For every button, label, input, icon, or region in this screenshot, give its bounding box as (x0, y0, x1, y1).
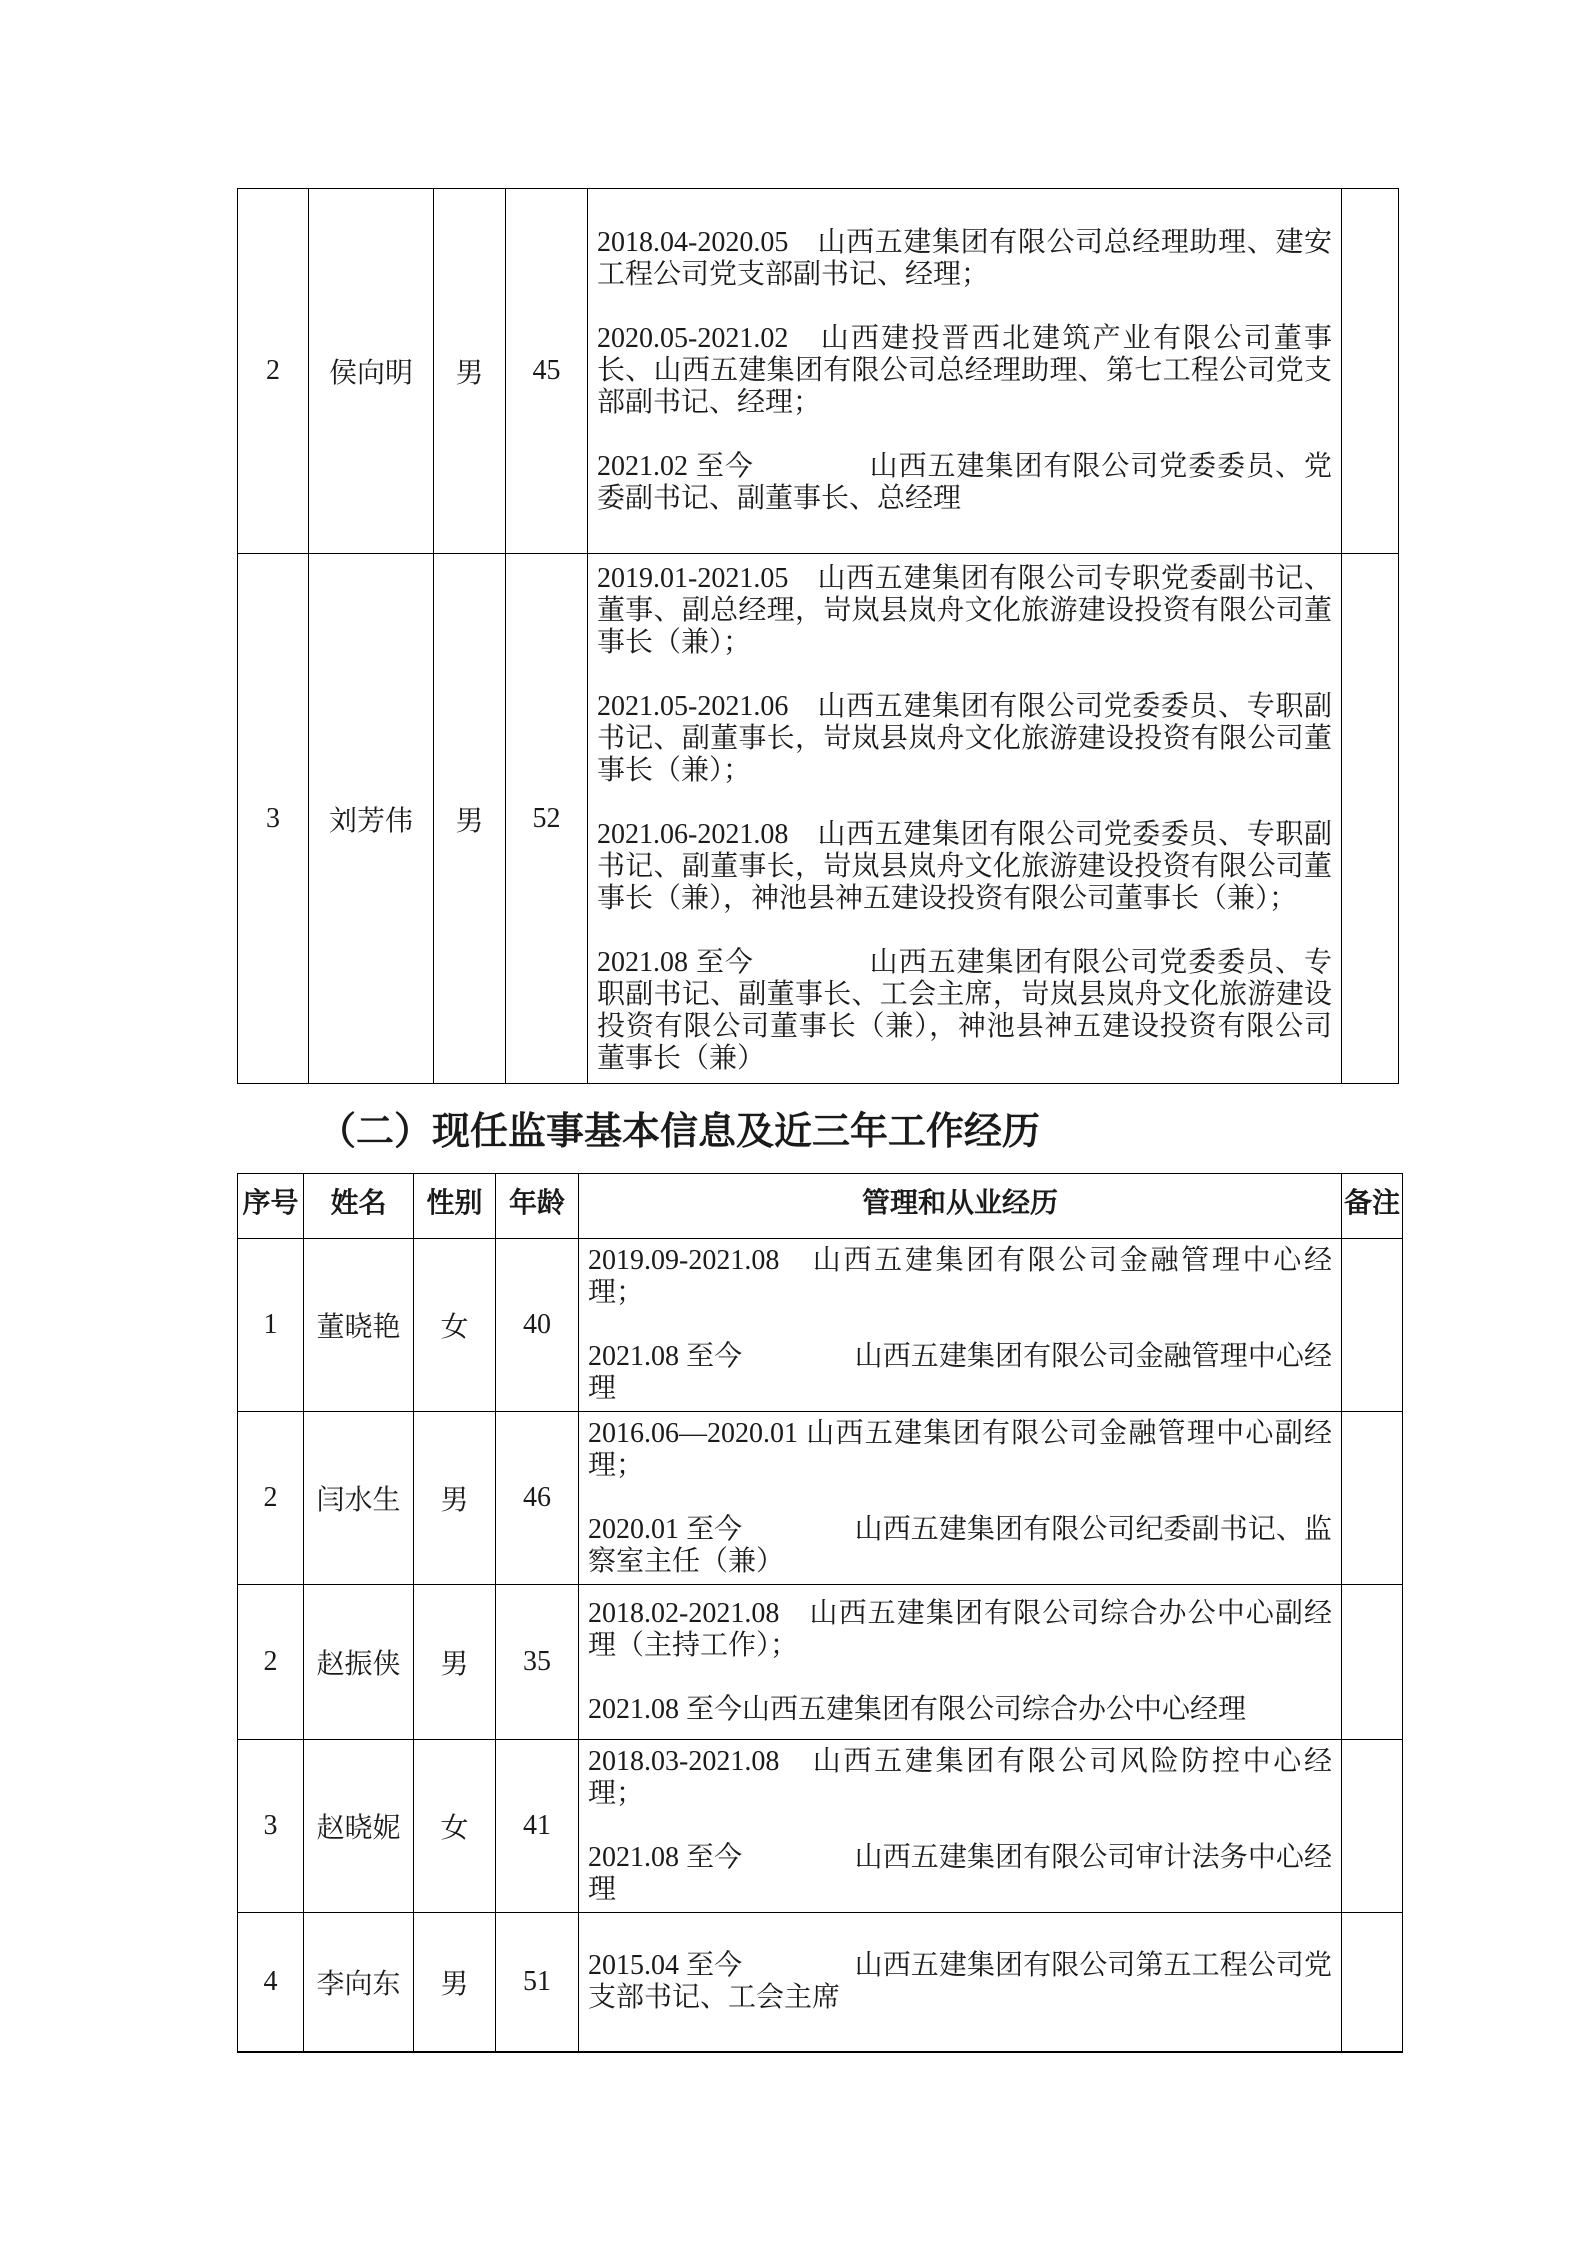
gender-cell: 男 (414, 1412, 496, 1585)
remark-cell (1342, 1740, 1403, 1913)
header-row (238, 1174, 1403, 1239)
career-paragraph: 2019.01-2021.05 山西五建集团有限公司专职党委副书记、董事、副总经理，岢岚县岚舟文化旅游建设投资有限公司董事长（兼）； (597, 562, 1332, 658)
remark-cell (1342, 189, 1399, 554)
career-paragraph: 2021.08 至今 山西五建集团有限公司党委委员、专职副书记、副董事长、工会主席，岢岚县岚舟文化旅游建设投资有限公司董事长（兼），神池县神五建设投资有限公司董事长（兼） (597, 946, 1332, 1074)
career-paragraph: 2015.04 至今 山西五建集团有限公司第五工程公司党支部书记、工会主席 (588, 1949, 1332, 2013)
seq-cell: 2 (238, 1412, 304, 1585)
age-cell: 45 (506, 189, 588, 554)
name-cell: 赵振侠 (304, 1585, 414, 1740)
career-paragraph: 2018.02-2021.08 山西五建集团有限公司综合办公中心副经理（主持工作）； (588, 1598, 1332, 1661)
seq-cell: 1 (238, 1239, 304, 1412)
name-cell: 闫水生 (304, 1412, 414, 1585)
seq-cell: 4 (238, 1913, 304, 2052)
gender-cell: 男 (414, 1913, 496, 2052)
career-paragraph: 2021.08 至今 山西五建集团有限公司金融管理中心经理 (588, 1341, 1332, 1404)
age-cell: 40 (496, 1239, 579, 1412)
seq-cell: 3 (238, 554, 309, 1084)
gender-cell: 男 (434, 554, 506, 1084)
remark-cell (1342, 1412, 1403, 1585)
table-row (238, 1913, 1403, 2052)
seq-cell: 3 (238, 1740, 304, 1913)
name-cell: 李向东 (304, 1913, 414, 2052)
remark-cell (1342, 1239, 1403, 1412)
table-row (238, 1412, 1403, 1585)
career-paragraph: 2021.06-2021.08 山西五建集团有限公司党委委员、专职副书记、副董事长，岢岚县岚舟文化旅游建设投资有限公司董事长（兼），神池县神五建设投资有限公司董事长（兼）； (597, 818, 1332, 914)
header-age: 年龄 (496, 1174, 579, 1239)
header-name: 姓名 (304, 1174, 414, 1239)
career-cell (579, 1913, 1342, 2052)
career-cell (588, 554, 1342, 1084)
career-cell (579, 1239, 1342, 1412)
gender-cell: 男 (434, 189, 506, 554)
career-paragraph: 2018.04-2020.05 山西五建集团有限公司总经理助理、建安工程公司党支部副书记、经理； (597, 227, 1332, 290)
career-paragraph: 2020.01 至今 山西五建集团有限公司纪委副书记、监察室主任（兼） (588, 1514, 1332, 1577)
career-cell (579, 1740, 1342, 1913)
directors-table (237, 188, 1399, 1084)
directors-career-table (237, 188, 1399, 1084)
table-row (238, 189, 1399, 554)
table-row (238, 1239, 1403, 1412)
gender-cell: 男 (414, 1585, 496, 1740)
remark-cell (1342, 1913, 1403, 2052)
seq-cell: 2 (238, 1585, 304, 1740)
name-cell: 侯向明 (309, 189, 434, 554)
age-cell: 46 (496, 1412, 579, 1585)
career-paragraph: 2021.08 至今 山西五建集团有限公司审计法务中心经理 (588, 1842, 1332, 1905)
table-row (238, 1585, 1403, 1740)
supervisors-table (237, 1173, 1403, 2053)
age-cell: 41 (496, 1740, 579, 1913)
table-row (238, 554, 1399, 1084)
remark-cell (1342, 554, 1399, 1084)
gender-cell: 女 (414, 1740, 496, 1913)
career-cell (579, 1585, 1342, 1740)
header-career: 管理和从业经历 (579, 1174, 1342, 1239)
supervisors-info-table (237, 1173, 1403, 2053)
age-cell: 52 (506, 554, 588, 1084)
career-paragraph: 2018.03-2021.08 山西五建集团有限公司风险防控中心经理； (588, 1746, 1332, 1809)
career-paragraph: 2019.09-2021.08 山西五建集团有限公司金融管理中心经理； (588, 1245, 1332, 1308)
table-row (238, 1740, 1403, 1913)
career-paragraph: 2021.05-2021.06 山西五建集团有限公司党委委员、专职副书记、副董事长，岢岚县岚舟文化旅游建设投资有限公司董事长（兼）； (597, 690, 1332, 786)
name-cell: 刘芳伟 (309, 554, 434, 1084)
career-paragraph: 2021.08 至今山西五建集团有限公司综合办公中心经理 (588, 1694, 1247, 1725)
age-cell: 35 (496, 1585, 579, 1740)
header-seq: 序号 (238, 1174, 304, 1239)
header-gender: 性别 (414, 1174, 496, 1239)
career-paragraph: 2020.05-2021.02 山西建投晋西北建筑产业有限公司董事长、山西五建集团有限公司总经理助理、第七工程公司党支部副书记、经理； (597, 323, 1332, 418)
section-heading: （二）现任监事基本信息及近三年工作经历 (318, 1111, 1041, 1153)
career-paragraph: 2021.02 至今 山西五建集团有限公司党委委员、党委副书记、副董事长、总经理 (597, 451, 1332, 514)
name-cell: 赵晓妮 (304, 1740, 414, 1913)
header-remark: 备注 (1342, 1174, 1403, 1239)
career-cell (579, 1412, 1342, 1585)
age-cell: 51 (496, 1913, 579, 2052)
career-cell (588, 189, 1342, 554)
gender-cell: 女 (414, 1239, 496, 1412)
name-cell: 董晓艳 (304, 1239, 414, 1412)
seq-cell: 2 (238, 189, 309, 554)
career-paragraph: 2016.06—2020.01 山西五建集团有限公司金融管理中心副经理； (588, 1418, 1332, 1481)
remark-cell (1342, 1585, 1403, 1740)
